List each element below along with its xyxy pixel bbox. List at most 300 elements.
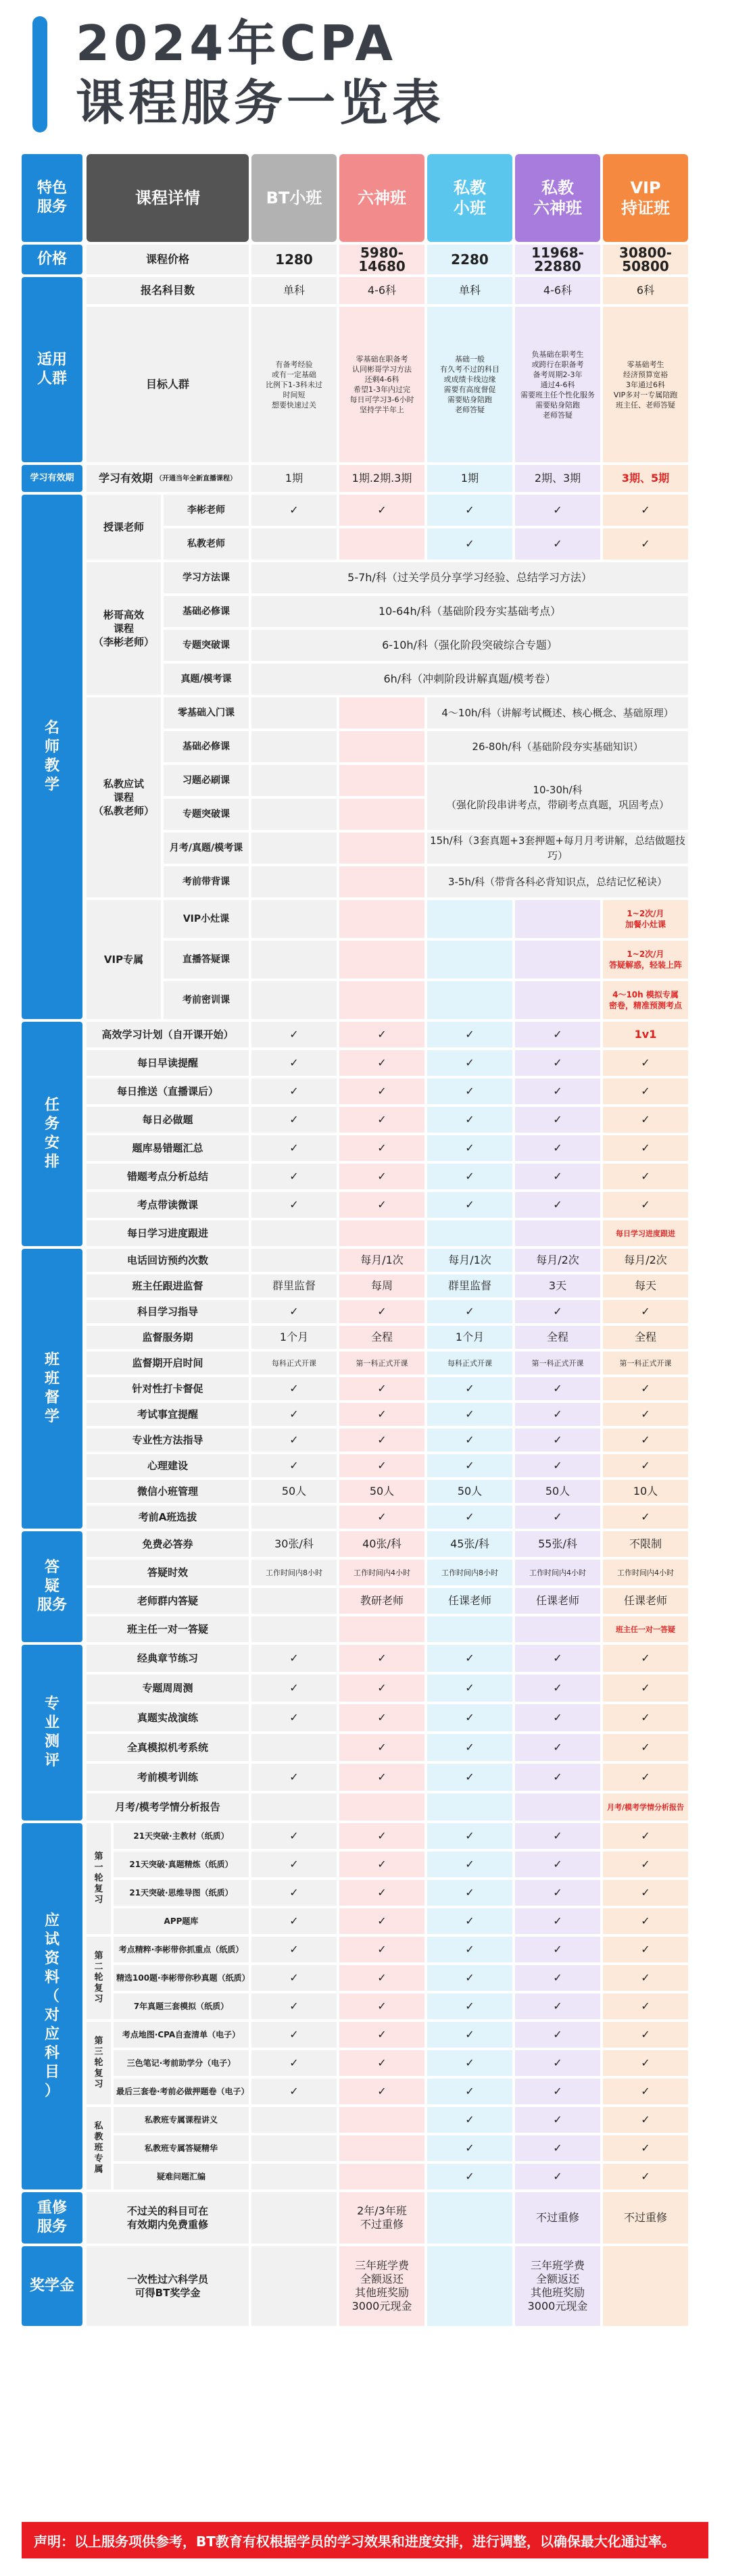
supervision-pri: ✓ [427,1377,512,1400]
price-row-category: 价格 [22,245,82,274]
supervision-bt [251,1249,337,1272]
supervision-bt: 50人 [251,1480,337,1503]
task-bt: ✓ [251,1164,337,1189]
lecturer-bt [251,528,337,560]
subject-count-vip: 6科 [603,277,688,304]
materials-row-label: 考点精粹·李彬带你抓重点（纸质） [114,1937,249,1962]
group-private-course-label: 私教应试 课程 （私教老师） [87,697,161,897]
task-bt: ✓ [251,1135,337,1161]
price-row [22,245,708,274]
task-six: ✓ [339,1192,424,1218]
test-row [87,1764,691,1791]
materials-six: ✓ [339,1823,424,1849]
private-course-value: 3-5h/科（带背各科必背知识点，总结记忆秘诀） [427,866,688,897]
materials-vip: ✓ [603,1965,688,1991]
task-vip: ✓ [603,1164,688,1189]
materials-row-label: 三色笔记·考前助学分（电子） [114,2050,249,2076]
group-rows [114,2022,691,2104]
qa-row [87,1560,691,1585]
task-row-label: 错题考点分析总结 [87,1164,249,1189]
qa-row-label: 班主任一对一答疑 [87,1616,249,1642]
rows [87,1531,691,1642]
group-round1 [87,1823,691,1934]
test-vip: ✓ [603,1675,688,1702]
task-psix: ✓ [515,1135,600,1161]
materials-bt: ✓ [251,2050,337,2076]
materials-pri: ✓ [427,1937,512,1962]
row-label: 月考/真题/模考课 [164,833,249,864]
task-bt: ✓ [251,1050,337,1076]
supervision-row [87,1249,691,1272]
test-pri: ✓ [427,1645,512,1672]
row-label: VIP小灶课 [164,900,249,938]
task-bt: ✓ [251,1107,337,1133]
materials-psix: ✓ [515,1908,600,1934]
materials-pri: ✓ [427,2164,512,2189]
price-row-label: 课程价格 [87,245,249,274]
group-round2 [87,1937,691,2019]
supervision-row [87,1506,691,1529]
materials-vip: ✓ [603,1908,688,1934]
subject-count-pri: 单科 [427,277,512,304]
vip-exclusive-bt [251,900,337,938]
group-vip-exclusive-row [164,941,691,979]
private-course-bt [251,799,337,830]
task-six: ✓ [339,1135,424,1161]
target-group-vip: 零基础考生 经济预算宽裕 3年通过6科 VIP多对一专属陪跑 班主任、老师答疑 [603,307,688,462]
task-six: ✓ [339,1107,424,1133]
qa-row [87,1531,691,1557]
materials-pri: ✓ [427,2079,512,2104]
lecturer-bt: ✓ [251,495,337,526]
qa-row-label: 老师群内答疑 [87,1588,249,1614]
materials-bt: ✓ [251,2022,337,2048]
group-rows [114,1937,691,2019]
supervision-pri: ✓ [427,1506,512,1529]
group-vip-exclusive-rows [164,900,691,1019]
task-bt: ✓ [251,1079,337,1104]
supervision-row-label: 专业性方法指导 [87,1429,249,1452]
task-row-label: 题库易错题汇总 [87,1135,249,1161]
supervision-bt: ✓ [251,1377,337,1400]
group-private [87,2107,691,2189]
supervision-pri: ✓ [427,1300,512,1323]
vip-exclusive-vip: 1~2次/月 答疑解惑，轻装上阵 [603,941,688,979]
supervision-vip: 每月/2次 [603,1249,688,1272]
col-course-detail: 课程详情 [87,154,249,242]
materials-six: ✓ [339,1993,424,2019]
qa-psix: 55张/科 [515,1531,600,1557]
task-row-label: 每日推送（直播课后） [87,1079,249,1104]
price-row-bt: 1280 [251,245,337,274]
supervision-bt [251,1506,337,1529]
row-label: 习题必刷课 [164,765,249,796]
test-row [87,1734,691,1761]
private-course-bt [251,765,337,796]
materials-row-label: 私教班专属课程讲义 [114,2107,249,2133]
qa-bt: 工作时间内8小时 [251,1560,337,1585]
materials-row-label: 考点地图·CPA自查清单（电子） [114,2022,249,2048]
supervision-vip: ✓ [603,1377,688,1400]
private-course-six [339,833,424,864]
vip-exclusive-psix [515,900,600,938]
supervision-pri: ✓ [427,1429,512,1452]
materials-pri: ✓ [427,2107,512,2133]
task-vip: ✓ [603,1050,688,1076]
materials-six: ✓ [339,1965,424,1991]
test-six: ✓ [339,1645,424,1672]
group-private-label: 私 教 班 专 属 [87,2107,111,2189]
rows [87,1645,691,1820]
test-vip: 月考/模考学情分析报告 [603,1793,688,1820]
supervision-vip: ✓ [603,1300,688,1323]
private-course-bt [251,866,337,897]
qa-category: 答 疑 服务 [22,1531,82,1642]
materials-six: ✓ [339,2079,424,2104]
rows [87,1823,691,2189]
group-efficient-course-row [164,664,688,695]
retake-label: 不过关的科目可在 有效期内免费重修 [87,2192,249,2244]
vip-exclusive-vip: 4～10h 模拟专属 密卷，精准预测考点 [603,981,688,1019]
task-row-label: 每日学习进度跟进 [87,1220,249,1246]
test-vip: ✓ [603,1764,688,1791]
task-block [22,1022,708,1246]
group-vip-exclusive-row [164,981,691,1019]
materials-psix: ✓ [515,1993,600,2019]
validity-bt: 1期 [251,465,337,492]
retake-vip: 不过重修 [603,2192,688,2244]
supervision-psix: ✓ [515,1506,600,1529]
task-row-label: 高效学习计划（自开课开始） [87,1022,249,1047]
supervision-bt: ✓ [251,1300,337,1323]
materials-psix: ✓ [515,2022,600,2048]
materials-pri: ✓ [427,1823,512,1849]
qa-pri: 45张/科 [427,1531,512,1557]
award-category: 奖学金 [22,2246,82,2326]
task-six [339,1220,424,1246]
group-lecturer-rows [164,495,691,560]
qa-block [22,1531,708,1642]
materials-six: ✓ [339,2022,424,2048]
supervision-bt: ✓ [251,1403,337,1426]
qa-psix [515,1616,600,1642]
vip-exclusive-six [339,900,424,938]
private-course-value: 15h/科（3套真题+3套押题+每月月考讲解，总结做题技巧） [427,833,688,864]
price-row-pri: 2280 [427,245,512,274]
qa-six: 工作时间内4小时 [339,1560,424,1585]
materials-vip: ✓ [603,1937,688,1962]
materials-row-label: 私教班专属答疑精华 [114,2135,249,2161]
row-label: 考前带背课 [164,866,249,897]
materials-vip: ✓ [603,1880,688,1906]
materials-row-label: 21天突破·主教材（纸质） [114,1823,249,1849]
supervision-psix: ✓ [515,1403,600,1426]
supervision-psix: 50人 [515,1480,600,1503]
supervision-six: 50人 [339,1480,424,1503]
lecturer-psix: ✓ [515,495,600,526]
row-label: 真题/模考课 [164,664,249,695]
test-six: ✓ [339,1704,424,1731]
efficient-course-value: 10-64h/科（基础阶段夯实基础考点） [251,596,688,627]
page-subtitle: 课程服务一览表 [76,74,445,131]
rows [87,1249,691,1529]
supervision-psix: ✓ [515,1300,600,1323]
lecturer-vip: ✓ [603,528,688,560]
target-group-label: 目标人群 [87,307,249,462]
group-efficient-course-row [164,596,688,627]
materials-row-label: 精选100题·李彬带你秒真题（纸质） [114,1965,249,1991]
supervision-pri: 1个月 [427,1326,512,1349]
materials-bt: ✓ [251,1852,337,1877]
qa-pri: 工作时间内8小时 [427,1560,512,1585]
lecturer-vip: ✓ [603,495,688,526]
crowd-rows [87,277,691,462]
task-psix: ✓ [515,1107,600,1133]
supervision-psix: ✓ [515,1377,600,1400]
qa-bt: 30张/科 [251,1531,337,1557]
materials-vip: ✓ [603,2135,688,2161]
row-label: 零基础入门课 [164,697,249,728]
test-category: 专 业 测 评 [22,1645,82,1820]
materials-psix: ✓ [515,2050,600,2076]
materials-row-label: 7年真题三套模拟（纸质） [114,1993,249,2019]
supervision-bt: 1个月 [251,1326,337,1349]
test-vip: ✓ [603,1734,688,1761]
materials-bt: ✓ [251,1823,337,1849]
group-efficient-course-label: 彬哥高效 课程 （李彬老师） [87,562,161,695]
materials-pri: ✓ [427,1993,512,2019]
test-psix [515,1793,600,1820]
qa-six: 40张/科 [339,1531,424,1557]
footer-disclaimer: 声明：以上服务项供参考，BT教育有权根据学员的学习效果和进度安排，进行调整，以确保最大化通过率。 [22,2522,708,2558]
materials-psix: ✓ [515,1937,600,1962]
target-group-pri: 基础一般 有久考不过的科目 或成绩卡线边缘 需要有高度督促 需要贴身陪跑 老师答疑 [427,307,512,462]
supervision-row-label: 考前A班选拔 [87,1506,249,1529]
supervision-row-label: 考试事宜提醒 [87,1403,249,1426]
col-pri: 私教 小班 [427,154,512,242]
group-lecturer-label: 授课老师 [87,495,161,560]
private-course-value: 4～10h/科（讲解考试概述、核心概念、基础原理） [427,697,688,728]
task-row-label: 每日早读提醒 [87,1050,249,1076]
materials-vip: ✓ [603,2079,688,2104]
lecturer-psix: ✓ [515,528,600,560]
private-course-six [339,731,424,762]
materials-pri: ✓ [427,1852,512,1877]
task-vip: 每日学习进度跟进 [603,1220,688,1246]
test-psix: ✓ [515,1764,600,1791]
private-course-six [339,697,424,728]
qa-vip: 工作时间内4小时 [603,1560,688,1585]
retake-category: 重修 服务 [22,2192,82,2244]
retake-psix: 不过重修 [515,2192,600,2244]
group-vip-exclusive-label: VIP专属 [87,900,161,1019]
row-label: 专题突破课 [164,799,249,830]
col-psix: 私教 六神班 [515,154,600,242]
supervision-pri: 群里监督 [427,1274,512,1297]
supervision-six: ✓ [339,1454,424,1477]
vip-exclusive-pri [427,941,512,979]
task-bt: ✓ [251,1192,337,1218]
row-label: 专题突破课 [164,630,249,661]
task-psix: ✓ [515,1164,600,1189]
vip-exclusive-psix [515,981,600,1019]
price-row-vip: 30800-50800 [603,245,688,274]
test-psix: ✓ [515,1675,600,1702]
materials-pri: ✓ [427,2022,512,2048]
test-six: ✓ [339,1734,424,1761]
task-six: ✓ [339,1022,424,1047]
materials-row [114,2107,691,2133]
service-table [22,154,708,2329]
materials-row [114,2050,691,2076]
materials-row-label: 21天突破·思维导图（纸质） [114,1880,249,1906]
materials-row [114,1880,691,1906]
task-psix [515,1220,600,1246]
task-row [87,1164,691,1189]
supervision-vip: ✓ [603,1429,688,1452]
materials-row [114,2135,691,2161]
group-vip-exclusive [87,900,691,1019]
qa-psix: 任课老师 [515,1588,600,1614]
efficient-course-value: 6h/科（冲刺阶段讲解真题/模考卷） [251,664,688,695]
task-row [87,1135,691,1161]
retake-pri [427,2192,512,2244]
validity-psix: 2期、3期 [515,465,600,492]
qa-row-label: 答疑时效 [87,1560,249,1585]
validity-label-text: 学习有效期 [98,472,153,485]
task-vip: ✓ [603,1107,688,1133]
test-row [87,1704,691,1731]
materials-bt [251,2135,337,2161]
test-pri: ✓ [427,1704,512,1731]
price-row-six: 5980-14680 [339,245,424,274]
supervision-category: 班 班 督 学 [22,1249,82,1529]
materials-pri: ✓ [427,2050,512,2076]
materials-row [114,1908,691,1934]
award-label: 一次性过六科学员 可得BT奖学金 [87,2246,249,2326]
group-private-course-row [164,866,688,897]
task-pri: ✓ [427,1050,512,1076]
qa-pri: 任课老师 [427,1588,512,1614]
materials-bt: ✓ [251,1880,337,1906]
task-bt [251,1220,337,1246]
supervision-row [87,1429,691,1452]
crowd-block [22,277,708,462]
materials-six: ✓ [339,1908,424,1934]
materials-row [114,2079,691,2104]
row-label: 考前密训课 [164,981,249,1019]
task-row [87,1050,691,1076]
task-pri: ✓ [427,1079,512,1104]
supervision-vip: 第一科正式开课 [603,1352,688,1374]
supervision-row-label: 监督服务期 [87,1326,249,1349]
vip-exclusive-pri [427,900,512,938]
materials-row [114,1852,691,1877]
validity-note: （开通当年全新直播课程） [155,474,237,482]
supervision-psix: ✓ [515,1429,600,1452]
supervision-row [87,1403,691,1426]
vip-exclusive-bt [251,981,337,1019]
test-bt [251,1734,337,1761]
row-label: 直播答疑课 [164,941,249,979]
subject-count-psix: 4-6科 [515,277,600,304]
supervision-psix: 3天 [515,1274,600,1297]
supervision-psix: ✓ [515,1454,600,1477]
group-vip-exclusive-row [164,900,691,938]
materials-block [22,1823,708,2189]
supervision-row-label: 科目学习指导 [87,1300,249,1323]
materials-bt [251,2107,337,2133]
award-row [22,2246,708,2326]
test-row-label: 月考/模考学情分析报告 [87,1793,249,1820]
materials-bt: ✓ [251,1937,337,1962]
supervision-bt: ✓ [251,1429,337,1452]
private-course-six [339,765,424,796]
qa-six: 教研老师 [339,1588,424,1614]
group-efficient-course [87,562,691,695]
test-row-label: 全真模拟机考系统 [87,1734,249,1761]
validity-category: 学习有效期 [22,465,82,492]
qa-vip: 不限制 [603,1531,688,1557]
qa-bt [251,1616,337,1642]
price-row-psix: 11968-22880 [515,245,600,274]
group-private-course-row [164,697,688,728]
lecturer-six [339,528,424,560]
private-course-six [339,799,424,830]
qa-psix: 工作时间内4小时 [515,1560,600,1585]
task-pri: ✓ [427,1135,512,1161]
group-lecturer [87,495,691,560]
supervision-pri: 每科正式开课 [427,1352,512,1374]
test-vip: ✓ [603,1704,688,1731]
award-pri [427,2246,512,2326]
efficient-course-value: 6-10h/科（强化阶段突破综合专题） [251,630,688,661]
supervision-pri: ✓ [427,1403,512,1426]
task-vip: ✓ [603,1192,688,1218]
col-bt: BT小班 [251,154,337,242]
supervision-pri: ✓ [427,1454,512,1477]
materials-psix: ✓ [515,1852,600,1877]
test-block [22,1645,708,1820]
test-row-label: 经典章节练习 [87,1645,249,1672]
materials-psix: ✓ [515,2079,600,2104]
materials-vip: ✓ [603,2107,688,2133]
test-row [87,1675,691,1702]
materials-row-label: APP题库 [114,1908,249,1934]
qa-pri [427,1616,512,1642]
group-round3 [87,2022,691,2104]
task-psix: ✓ [515,1079,600,1104]
supervision-psix: 第一科正式开课 [515,1352,600,1374]
task-row [87,1079,691,1104]
materials-vip: ✓ [603,1852,688,1877]
vip-exclusive-vip: 1~2次/月 加餐小灶课 [603,900,688,938]
task-pri: ✓ [427,1192,512,1218]
supervision-row [87,1454,691,1477]
award-six: 三年班学费 全额返还 其他班奖励 3000元现金 [339,2246,424,2326]
subject-count-six: 4-6科 [339,277,424,304]
test-pri [427,1793,512,1820]
task-six: ✓ [339,1164,424,1189]
private-course-value: 26-80h/科（基础阶段夯实基础知识） [427,731,688,762]
supervision-row [87,1352,691,1374]
group-private-course-row [164,765,688,811]
materials-bt: ✓ [251,2079,337,2104]
task-row-label: 考点带读微课 [87,1192,249,1218]
group-private-course-rows [164,697,688,897]
group-efficient-course-rows [164,562,688,695]
vip-exclusive-psix [515,941,600,979]
